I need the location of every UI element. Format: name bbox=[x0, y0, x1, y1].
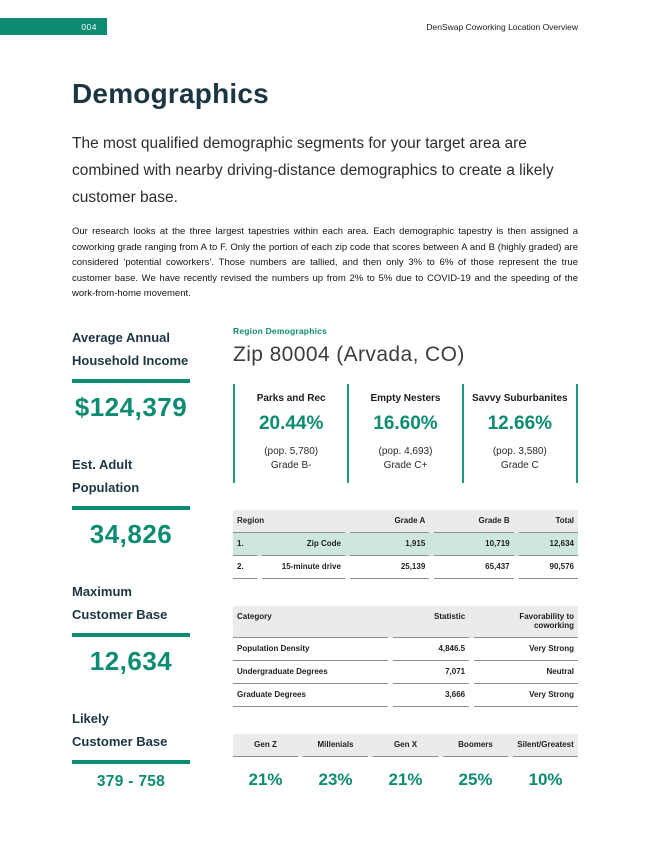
generation-percent: 23% bbox=[318, 769, 353, 789]
document-header-title: DenSwap Coworking Location Overview bbox=[426, 21, 578, 32]
stats-column bbox=[72, 326, 190, 821]
stat-label: Likely Customer Base bbox=[72, 710, 168, 749]
region-heading: Zip 80004 (Arvada, CO) bbox=[233, 342, 465, 366]
table-row bbox=[233, 661, 578, 684]
table-header-row bbox=[233, 734, 578, 757]
tapestry-grade: Grade C+ bbox=[383, 459, 428, 471]
column-header: Total bbox=[519, 510, 578, 533]
accent-rule bbox=[72, 506, 190, 510]
region-column bbox=[233, 326, 578, 821]
generation-percent: 25% bbox=[458, 769, 493, 789]
favorability-value: Neutral bbox=[474, 661, 578, 684]
statistic-value: 4,846.5 bbox=[393, 638, 469, 661]
stat-value: $124,379 bbox=[74, 391, 188, 422]
generation-percent: 21% bbox=[388, 769, 423, 789]
stat-adult-population bbox=[72, 453, 190, 550]
tapestry-population: (pop. 4,693) bbox=[378, 445, 433, 457]
page-title: Demographics bbox=[72, 78, 269, 109]
column-header: Grade A bbox=[350, 510, 429, 533]
table-row bbox=[233, 533, 578, 556]
tapestry-card-empty-nesters bbox=[347, 384, 461, 483]
favorability-value: Very Strong bbox=[474, 684, 578, 707]
two-column-layout bbox=[72, 326, 578, 821]
generation-values-row bbox=[233, 770, 578, 790]
stat-value: 34,826 bbox=[89, 518, 173, 549]
accent-rule bbox=[72, 633, 190, 637]
table-header-row bbox=[233, 606, 578, 638]
category-name: Undergraduate Degrees bbox=[233, 661, 388, 684]
tapestry-name: Parks and Rec bbox=[256, 392, 326, 404]
table-row bbox=[233, 638, 578, 661]
region-name: 15-minute drive bbox=[262, 556, 345, 579]
grade-b-value: 10,719 bbox=[434, 533, 513, 556]
column-header: Millenials bbox=[303, 734, 368, 757]
tapestry-percent: 12.66% bbox=[487, 412, 553, 434]
page-subtitle: The most qualified demographic segments for your target area are combined with nearby driving-distance demographics to create a likely customer base. bbox=[72, 135, 554, 206]
stat-label: Average Annual Household Income bbox=[72, 329, 189, 368]
accent-rule bbox=[72, 760, 190, 764]
grade-a-value: 1,915 bbox=[350, 533, 429, 556]
tapestry-grade: Grade B- bbox=[270, 459, 312, 471]
intro-paragraph: Our research looks at the three largest tapestries within each area. Each demographic tapestry is then assigned a coworking grade ranging from A to F. Only the portion of each zip code that scores between A and B (highly graded) are considered ‘potential coworkers’. Those numbers are tallied, and then only 3% to 6% of those represent the true customer base. We have recently revised the numbers up from 2% to 5% due to COVID-19 and the speeding of the work-from-home movement. bbox=[72, 226, 578, 300]
category-name: Graduate Degrees bbox=[233, 684, 388, 707]
favorability-value: Very Strong bbox=[474, 638, 578, 661]
stat-label: Maximum Customer Base bbox=[72, 583, 168, 622]
stat-label: Est. Adult Population bbox=[72, 456, 140, 495]
table-header-row bbox=[233, 510, 578, 533]
tapestry-grade: Grade C bbox=[500, 459, 539, 471]
stat-value: 12,634 bbox=[89, 645, 173, 676]
row-number: 1. bbox=[233, 533, 257, 556]
accent-rule bbox=[72, 379, 190, 383]
generations-table bbox=[233, 734, 578, 790]
column-header: Category bbox=[233, 606, 388, 638]
tapestry-population: (pop. 3,580) bbox=[492, 445, 547, 457]
region-grades-table bbox=[233, 510, 578, 579]
tapestry-percent: 16.60% bbox=[373, 412, 438, 434]
row-number: 2. bbox=[233, 556, 257, 579]
column-header: Gen X bbox=[373, 734, 438, 757]
tapestry-percent: 20.44% bbox=[258, 412, 324, 434]
statistic-value: 3,666 bbox=[393, 684, 469, 707]
stat-average-income bbox=[72, 326, 190, 423]
tapestry-card-savvy-suburbanites bbox=[462, 384, 576, 483]
generation-percent: 10% bbox=[528, 769, 563, 789]
table-row bbox=[233, 556, 578, 579]
column-header: Boomers bbox=[443, 734, 508, 757]
table-row bbox=[233, 684, 578, 707]
column-header: Gen Z bbox=[233, 734, 298, 757]
column-header: Silent/Greatest bbox=[513, 734, 578, 757]
grade-a-value: 25,139 bbox=[350, 556, 429, 579]
tapestry-cards bbox=[233, 384, 578, 483]
total-value: 12,634 bbox=[519, 533, 578, 556]
category-favorability-table bbox=[233, 606, 578, 707]
top-bar bbox=[0, 18, 650, 35]
column-header: Region bbox=[233, 510, 345, 533]
page-number-badge: 004 bbox=[0, 18, 107, 35]
column-header: Favorability to coworking bbox=[474, 606, 578, 638]
stat-likely-customer-base bbox=[72, 707, 190, 791]
region-eyebrow: Region Demographics bbox=[233, 325, 328, 336]
tapestry-name: Savvy Suburbanites bbox=[472, 392, 568, 404]
column-header: Grade B bbox=[434, 510, 513, 533]
total-value: 90,576 bbox=[519, 556, 578, 579]
generation-percent: 21% bbox=[248, 769, 283, 789]
category-name: Population Density bbox=[233, 638, 388, 661]
statistic-value: 7,071 bbox=[393, 661, 469, 684]
grade-b-value: 65,437 bbox=[434, 556, 513, 579]
tapestry-name: Empty Nesters bbox=[370, 392, 441, 404]
tapestry-population: (pop. 5,780) bbox=[264, 445, 319, 457]
region-name: Zip Code bbox=[262, 533, 345, 556]
stat-value: 379 - 758 bbox=[96, 772, 166, 790]
tapestry-card-parks-and-rec bbox=[233, 384, 347, 483]
column-header: Statistic bbox=[393, 606, 469, 638]
page-content bbox=[72, 78, 578, 821]
stat-maximum-customer-base bbox=[72, 580, 190, 677]
